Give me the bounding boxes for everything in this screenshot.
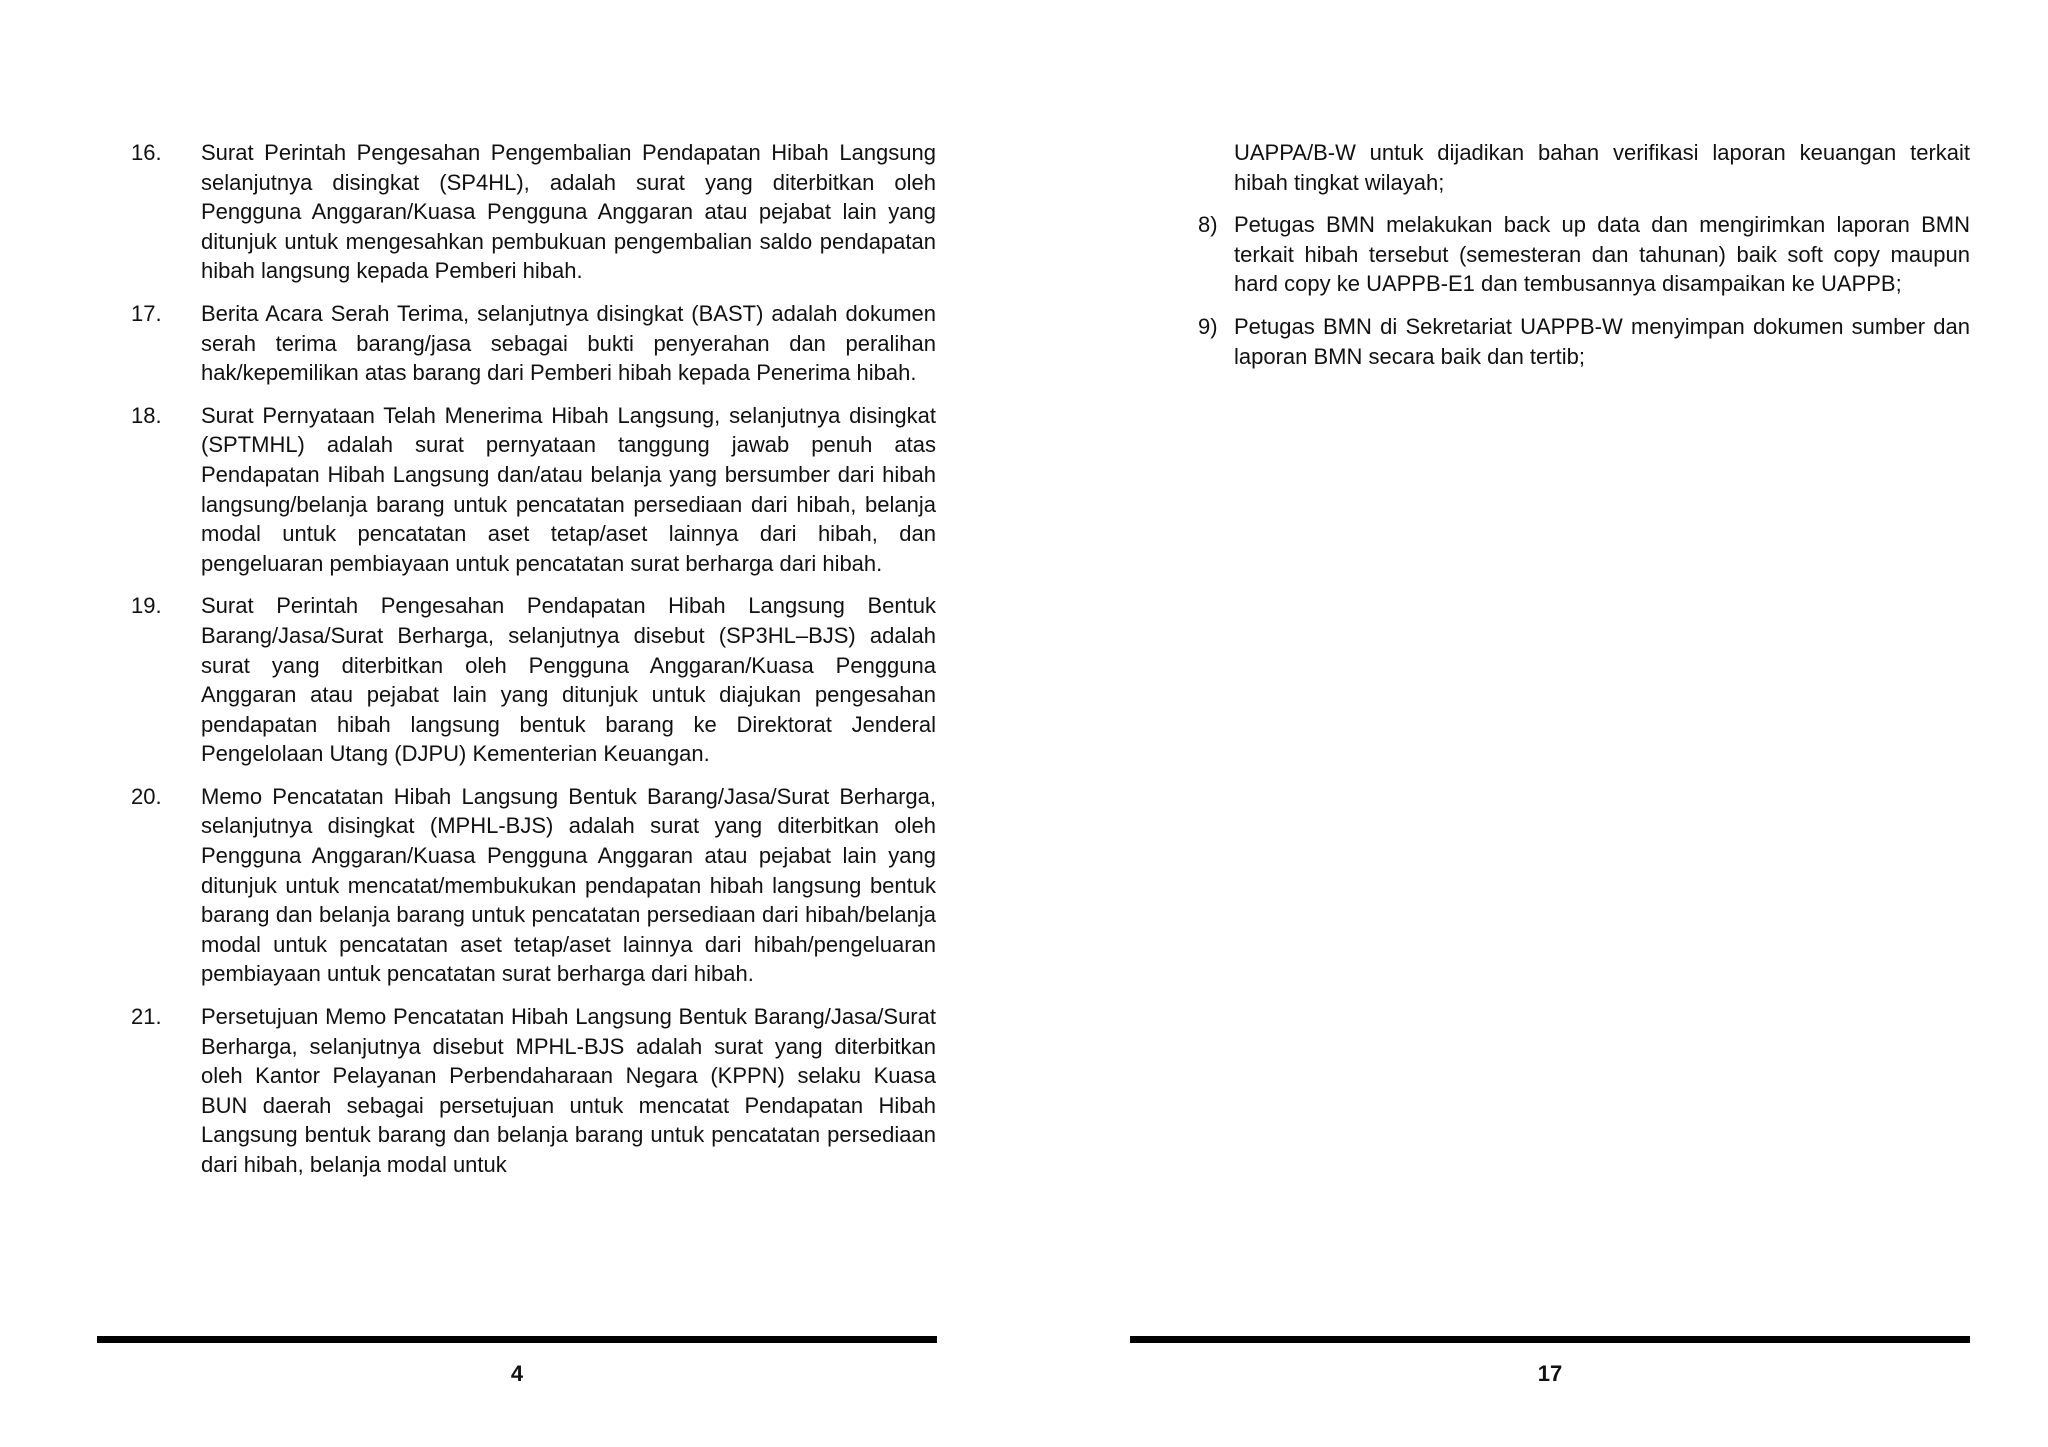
left-page [97, 0, 937, 1447]
item-text: Persetujuan Memo Pencatatan Hibah Langsung Bentuk Barang/Jasa/Surat Berharga, selanjutnya disebut MPHL-BJS adalah surat yang diterbitkan oleh Kantor Pelayanan Perbendaharaan Negara (KPPN) selaku Kuasa BUN daerah sebagai persetujuan untuk mencatat Pendapatan Hibah Langsung bentuk barang dan belanja barang untuk pencatatan persediaan dari hibah, belanja modal untuk [201, 1004, 936, 1177]
list-item [1198, 312, 1970, 371]
list-item [131, 401, 936, 579]
list-item [1198, 210, 1970, 299]
item-text: Petugas BMN melakukan back up data dan mengirimkan laporan BMN terkait hibah tersebut (semesteran dan tahunan) baik soft copy maupun hard copy ke UAPPB-E1 dan tembusannya disampaikan ke UAPPB; [1234, 212, 1970, 297]
item-number: 20. [131, 783, 162, 809]
list-item [131, 138, 936, 286]
continued-text: UAPPA/B-W untuk dijadikan bahan verifikasi laporan keuangan terkait hibah tingkat wilayah; [1234, 140, 1970, 195]
footer-rule [97, 1336, 937, 1343]
procedure-list [1198, 138, 1970, 384]
item-text: Petugas BMN di Sekretariat UAPPB-W menyimpan dokumen sumber dan laporan BMN secara baik dan tertib; [1234, 313, 1970, 369]
item-number: 18. [131, 402, 162, 428]
item-text: Surat Perintah Pengesahan Pendapatan Hibah Langsung Bentuk Barang/Jasa/Surat Berharga, selanjutnya disebut (SP3HL–BJS) adalah surat yang diterbitkan oleh Pengguna Anggaran/Kuasa Pengguna Anggaran atau pejabat lain yang ditunjuk untuk diajukan pengesahan pendapatan hibah langsung bentuk barang ke Direktorat Jenderal Pengelolaan Utang (DJPU) Kementerian Keuangan. [201, 593, 936, 767]
footer-rule [1130, 1336, 1970, 1343]
page-number: 17 [1537, 1361, 1563, 1386]
right-page [1130, 0, 1970, 1447]
item-text: Berita Acara Serah Terima, selanjutnya disingkat (BAST) adalah dokumen serah terima barang/jasa sebagai bukti penyerahan dan peralihan hak/kepemilikan atas barang dari Pemberi hibah kepada Penerima hibah. [201, 300, 936, 386]
item-number: 9) [1198, 313, 1218, 339]
item-text: Memo Pencatatan Hibah Langsung Bentuk Barang/Jasa/Surat Berharga, selanjutnya disingkat (MPHL-BJS) adalah surat yang diterbitkan oleh Pengguna Anggaran/Kuasa Pengguna Anggaran atau pejabat lain yang ditunjuk untuk mencatat/membukukan pendapatan hibah langsung bentuk barang dan belanja barang untuk pencatatan persediaan dari hibah/belanja modal untuk pencatatan aset tetap/aset lainnya dari hibah/pengeluaran pembiayaan untuk pencatatan surat berharga dari hibah. [201, 783, 936, 987]
page-number: 4 [510, 1361, 524, 1386]
item-text: Surat Pernyataan Telah Menerima Hibah Langsung, selanjutnya disingkat (SPTMHL) adalah surat pernyataan tanggung jawab penuh atas Pendapatan Hibah Langsung dan/atau belanja yang bersumber dari hibah langsung/belanja barang untuk pencatatan persediaan dari hibah, belanja modal untuk pencatatan aset tetap/aset lainnya dari hibah, dan pengeluaran pembiayaan untuk pencatatan surat berharga dari hibah. [201, 402, 936, 576]
definition-list [131, 138, 936, 1193]
item-text: Surat Perintah Pengesahan Pengembalian Pendapatan Hibah Langsung selanjutnya disingkat (SP4HL), adalah surat yang diterbitkan oleh Pengguna Anggaran/Kuasa Pengguna Anggaran atau pejabat lain yang ditunjuk untuk mengesahkan pembukuan pengembalian saldo pendapatan hibah langsung kepada Pemberi hibah. [201, 140, 936, 284]
item-number: 16. [131, 140, 162, 165]
list-item [131, 591, 936, 769]
list-item [131, 782, 936, 989]
item-number: 17. [131, 300, 162, 326]
item-number: 19. [131, 593, 162, 619]
item-number: 8) [1198, 212, 1218, 238]
item-number: 21. [131, 1004, 162, 1030]
list-item [131, 299, 936, 388]
list-item [131, 1002, 936, 1180]
